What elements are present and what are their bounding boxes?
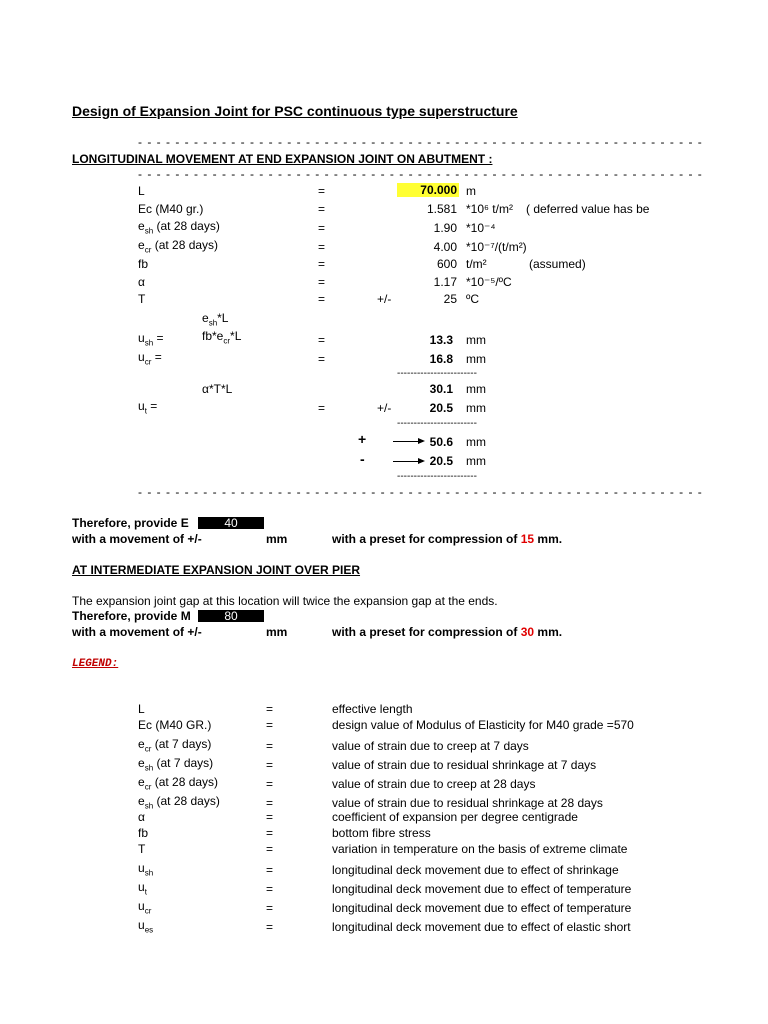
equals-sign: = [266, 758, 274, 772]
formula-fb-ecr-L: $fb*e_{cr}*L$ [202, 329, 242, 346]
equals-sign: = [318, 275, 326, 289]
var-label-esh28: $e_{sh}$ (at 28 days) [138, 219, 220, 236]
section-heading-abutment: LONGITUDINAL MOVEMENT AT END EXPANSION JOINT ON ABUTMENT : [72, 152, 493, 166]
legend-symbol: Ec (M40 GR.) [138, 718, 212, 732]
legend-symbol: $u_t$ [138, 880, 147, 897]
equals-sign: = [266, 796, 274, 810]
equals-sign: = [318, 221, 326, 235]
legend-symbol: $e_{cr}$ (at 28 days) [138, 775, 219, 792]
legend-symbol: α [138, 810, 145, 824]
equals-sign: = [318, 240, 326, 254]
equals-sign: = [318, 401, 326, 415]
unit-esh28: *10⁻⁴ [466, 221, 496, 235]
unit-mm: mm [466, 401, 486, 415]
label-ut: $u_t$ = [138, 399, 158, 416]
legend-description: value of strain due to creep at 7 days [332, 739, 529, 753]
equals-sign: = [266, 718, 274, 732]
section-heading-pier: AT INTERMEDIATE EXPANSION JOINT OVER PIER [72, 563, 361, 577]
mm-label: mm [266, 532, 288, 546]
legend-symbol: fb [138, 826, 149, 840]
equals-sign: = [318, 333, 326, 347]
dash-separator: - - - - - - - - - - - - - - - - - - - - - - - - - - - - - - - - - - - - - - - - - - - - - - - - - - - - - - - - - - - - - [138, 135, 703, 149]
value-ush: 13.3 [429, 333, 453, 347]
legend-description: longitudinal deck movement due to effect of temperature [332, 901, 632, 915]
equals-sign: = [266, 863, 274, 877]
equals-sign: = [266, 826, 274, 840]
preset-text-pier: with a preset for compression of 30 mm. [332, 625, 563, 639]
value-ucr: 16.8 [429, 352, 453, 366]
legend-symbol: $e_{cr}$ (at 7 days) [138, 737, 212, 754]
legend-description: variation in temperature on the basis of extreme climate [332, 842, 628, 856]
unit-T: ºC [466, 292, 480, 306]
plus-sign: + [358, 431, 367, 447]
sum-separator: ------------------------ [397, 418, 477, 429]
section-pier-text: The expansion joint gap at this location will twice the expansion gap at the ends. [72, 594, 498, 608]
var-label-ecr28: $e_{cr}$ (at 28 days) [138, 238, 219, 255]
provide-text-end: Therefore, provide E [72, 516, 189, 530]
plus-minus: +/- [377, 401, 392, 415]
equals-sign: = [318, 292, 326, 306]
legend-symbol: T [138, 842, 146, 856]
equals-sign: = [266, 901, 274, 915]
note-fb: (assumed) [529, 257, 586, 271]
legend-symbol: L [138, 702, 145, 716]
label-ucr: $u_{cr}$ = [138, 350, 162, 367]
var-label-Ec: Ec (M40 gr.) [138, 202, 204, 216]
equals-sign: = [318, 352, 326, 366]
unit-Ec: *10⁶ t/m² [466, 202, 513, 216]
legend-description: longitudinal deck movement due to effect of temperature [332, 882, 632, 896]
legend-description: effective length [332, 702, 413, 716]
var-label-alpha: α [138, 275, 145, 289]
legend-description: coefficient of expansion per degree centigrade [332, 810, 578, 824]
unit-mm: mm [466, 352, 486, 366]
formula-aTL: α*T*L [202, 382, 233, 396]
legend-symbol: $u_{cr}$ [138, 899, 152, 916]
joint-size-box-pier: 80 [198, 610, 264, 622]
equals-sign: = [266, 810, 274, 824]
legend-symbol: $u_{es}$ [138, 918, 154, 935]
unit-mm: mm [466, 435, 486, 449]
legend-symbol: $e_{sh}$ (at 7 days) [138, 756, 214, 773]
equals-sign: = [318, 184, 326, 198]
legend-description: bottom fibre stress [332, 826, 431, 840]
page-title: Design of Expansion Joint for PSC continuous type superstructure [72, 103, 518, 119]
dash-separator: - - - - - - - - - - - - - - - - - - - - - - - - - - - - - - - - - - - - - - - - - - - - - - - - - - - - - - - - - - - - - [138, 167, 703, 181]
equals-sign: = [318, 257, 326, 271]
legend-symbol: $u_{sh}$ [138, 861, 154, 878]
legend-title: LEGEND: [72, 658, 119, 670]
equals-sign: = [266, 702, 274, 716]
equals-sign: = [266, 920, 274, 934]
unit-mm: mm [466, 382, 486, 396]
legend-description: value of strain due to creep at 28 days [332, 777, 536, 791]
unit-ecr28: *10⁻⁷/(t/m²) [466, 240, 527, 254]
legend-symbol: $e_{sh}$ (at 28 days) [138, 794, 220, 811]
legend-description: longitudinal deck movement due to effect of elastic short [332, 920, 631, 934]
value-Ec[interactable]: 1.581 [426, 202, 457, 216]
value-L[interactable]: 70.000 [397, 183, 459, 197]
unit-L: m [466, 184, 476, 198]
label-ush: $u_{sh}$ = [138, 331, 164, 348]
value-fb[interactable]: 600 [436, 257, 457, 271]
minus-sign: - [360, 451, 365, 467]
value-esh28[interactable]: 1.90 [433, 221, 457, 235]
value-total-plus: 50.6 [429, 435, 453, 449]
value-aTL: 30.1 [429, 382, 453, 396]
equals-sign: = [266, 882, 274, 896]
unit-fb: t/m² [466, 257, 487, 271]
sum-separator: ------------------------ [397, 471, 477, 482]
equals-sign: = [266, 842, 274, 856]
note-Ec: ( deferred value has be [526, 202, 650, 216]
var-label-T: T [138, 292, 146, 306]
dash-separator: - - - - - - - - - - - - - - - - - - - - - - - - - - - - - - - - - - - - - - - - - - - - - - - - - - - - - - - - - - - - - [138, 485, 703, 499]
value-ut: 20.5 [429, 401, 453, 415]
value-ecr28[interactable]: 4.00 [433, 240, 457, 254]
equals-sign: = [266, 777, 274, 791]
equals-sign: = [318, 202, 326, 216]
equals-sign: = [266, 739, 274, 753]
movement-text-end: with a movement of +/- [72, 532, 202, 546]
unit-mm: mm [466, 333, 486, 347]
provide-text-pier: Therefore, provide M [72, 609, 191, 623]
preset-value-pier: 30 [520, 625, 535, 639]
sum-separator: ------------------------ [397, 368, 477, 379]
formula-esh-L: $e_{sh}*L$ [202, 311, 229, 328]
value-total-minus: 20.5 [429, 454, 453, 468]
preset-text-end: with a preset for compression of 15 mm. [332, 532, 563, 546]
preset-value-end: 15 [520, 532, 535, 546]
unit-mm: mm [466, 454, 486, 468]
var-label-L: L [138, 184, 145, 198]
legend-description: value of strain due to residual shrinkage at 7 days [332, 758, 597, 772]
movement-text-pier: with a movement of +/- [72, 625, 202, 639]
plus-minus: +/- [377, 292, 392, 306]
value-T[interactable]: 25 [443, 292, 457, 306]
joint-size-box-end: 40 [198, 517, 264, 529]
legend-description: design value of Modulus of Elasticity for M40 grade =570 [332, 718, 634, 732]
var-label-fb: fb [138, 257, 149, 271]
mm-label: mm [266, 625, 288, 639]
legend-description: value of strain due to residual shrinkage at 28 days [332, 796, 603, 810]
unit-alpha: *10⁻⁵/ºC [466, 275, 512, 289]
value-alpha[interactable]: 1.17 [433, 275, 457, 289]
legend-description: longitudinal deck movement due to effect of shrinkage [332, 863, 619, 877]
